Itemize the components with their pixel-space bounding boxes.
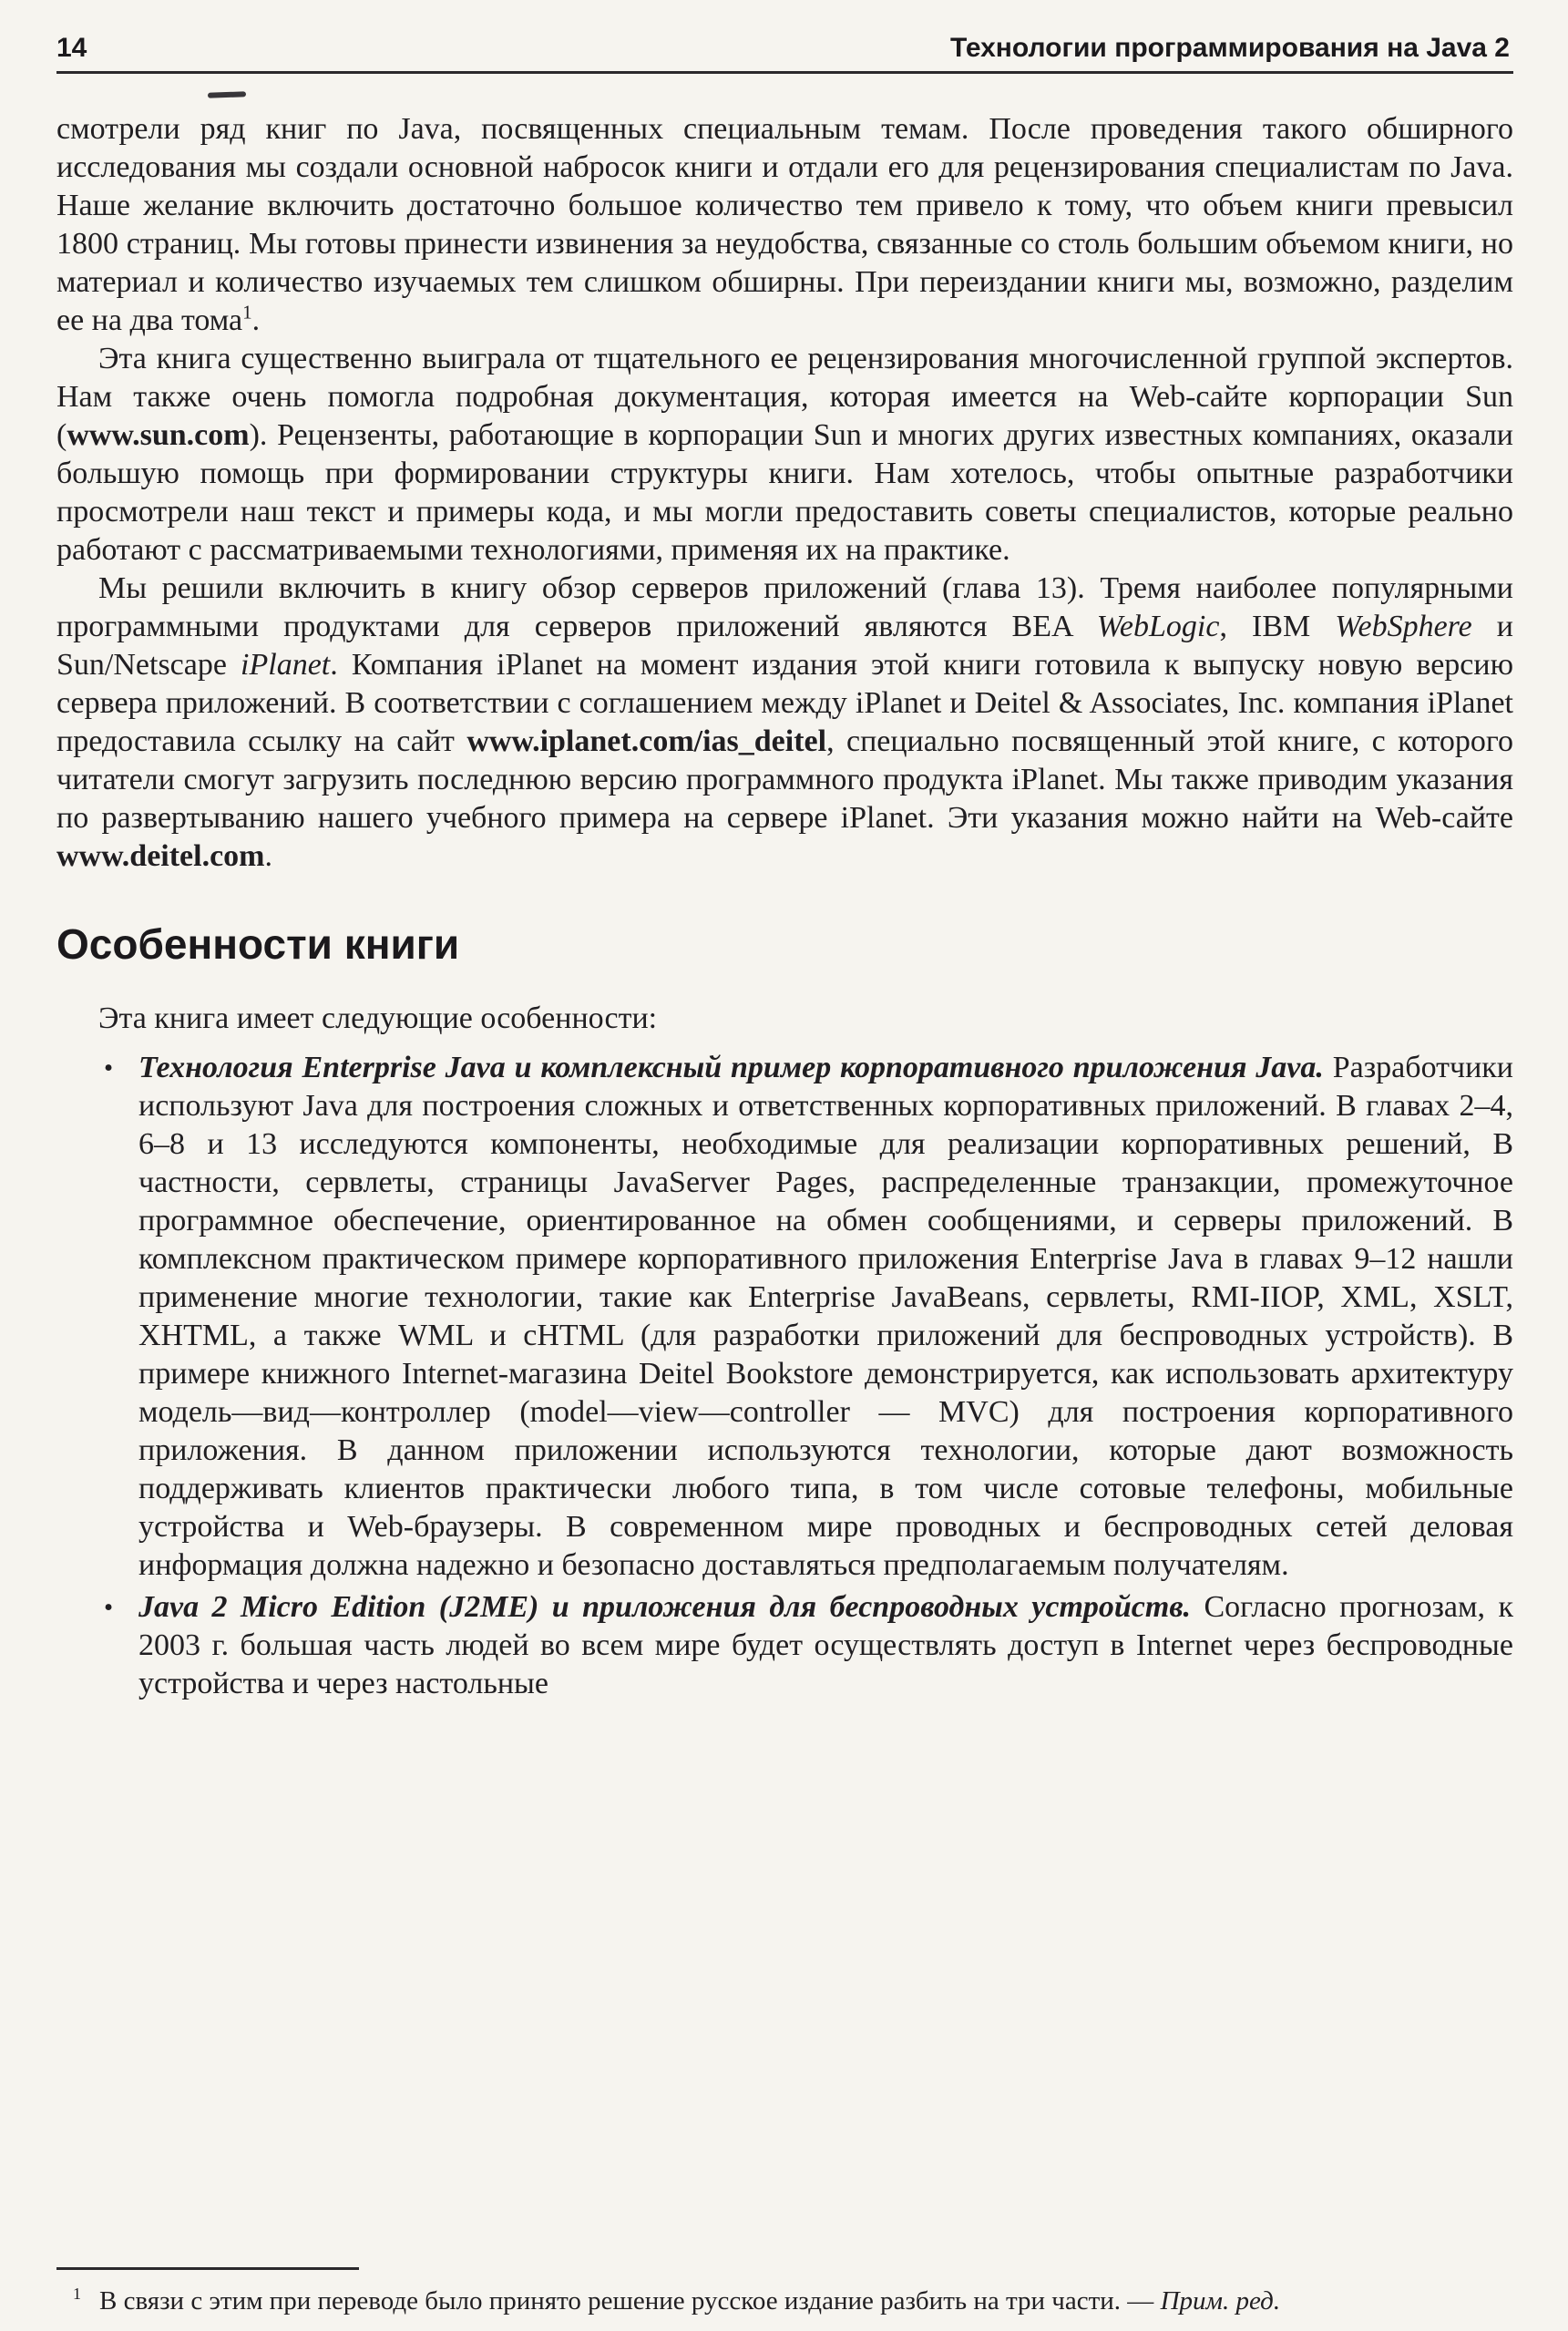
body-text — [56, 110, 1513, 1703]
page-number: 14 — [56, 33, 87, 63]
feature-list — [56, 1049, 1513, 1703]
running-title: Технологии программирования на Java 2 — [950, 33, 1510, 63]
paragraph: Эта книга существенно выиграла от тщательного ее рецензирования многочисленной группой экспертов. Нам также очень помогла подробная документация, которая имеется на Web-сайте корпорации Sun (www.sun.com). Рецензенты, работающие в корпорации Sun и многих других известных компаниях, оказали большую помощь при формировании структуры книги. Нам хотелось, чтобы опытные разработчики просмотрели наш текст и примеры кода, и мы могли предоставить советы специалистов, которые реально работают с рассматриваемыми технологиями, применяя их на практике. — [56, 342, 1513, 567]
list-item — [56, 1049, 1513, 1585]
paragraph: Мы решили включить в книгу обзор серверов приложений (глава 13). Тремя наиболее популярными программными продуктами для серверов приложений являются BEA WebLogic, IBM WebSphere и Sun/Netscape iPlanet. Компания iPlanet на момент издания этой книги готовила к выпуску новую версию сервера приложений. В соответствии с соглашением между iPlanet и Deitel & Associates, Inc. компания iPlanet предоставила ссылку на сайт www.iplanet.com/ias_deitel, специально посвященный этой книге, с которого читатели смогут загрузить последнюю версию программного продукта iPlanet. Мы также приводим указания по развертыванию нашего учебного примера на сервере iPlanet. Эти указания можно найти на Web-сайте www.deitel.com. — [56, 571, 1514, 873]
footnote-block — [56, 2267, 1513, 2318]
footnote-text: $^1$ В связи с этим при переводе было принято решение русское издание разбить на три части. — Прим. ред. — [73, 2285, 1281, 2316]
footnote-rule — [56, 2267, 359, 2270]
bullet-text: Java 2 Micro Edition (J2ME) и приложения для беспроводных устройств. Согласно прогнозам, к 2003 г. большая часть людей во всем мире будет осуществлять доступ в Internet через беспроводные устройства и через настольные — [138, 1590, 1513, 1700]
page-header — [56, 22, 1513, 71]
section-heading: Особенности книги — [56, 920, 460, 968]
bullet-icon: • — [104, 1053, 114, 1083]
paragraph: смотрели ряд книг по Java, посвященных специальным темам. После проведения такого обширного исследования мы создали основной набросок книги и отдали его для рецензирования специалистам по Java. Наше желание включить достаточно большое количество тем привело к тому, что объем книги превысил 1800 страниц. Мы готовы принести извинения за неудобства, связанные со столь большим объемом книги, но материал и количество изучаемых тем слишком обширны. При переиздании книги мы, возможно, разделим ее на два тома$^1$. — [56, 112, 1513, 337]
bullet-text: Технология Enterprise Java и комплексный пример корпоративного приложения Java. Разработчики используют Java для построения сложных и ответственных корпоративных приложений. В главах 2–4, 6–8 и 13 исследуются компоненты, необходимые для реализации корпоративных решений, В частности, сервлеты, страницы JavaServer Pages, распределенные транзакции, промежуточное программное обеспечение, ориентированное на обмен сообщениями, и серверы приложений. В комплексном практическом примере корпоративного приложения Enterprise Java в главах 9–12 нашли применение многие технологии, такие как Enterprise JavaBeans, сервлеты, RMI-IIOP, XML, XSLT, XHTML, а также WML и cHTML (для разработки приложений для беспроводных устройств). В примере книжного Internet-магазина Deitel Bookstore демонстрируется, как использовать архитектуру модель—вид—контроллер (model—view—controller — MVC) для построения корпоративного приложения. В данном приложении используются технологии, которые дают возможность поддерживать клиентов практически любого типа, в том числе сотовые телефоны, мобильные устройства и Web-браузеры. В современном мире проводных и беспроводных сетей деловая информация должна надежно и безопасно доставляться предполагаемым получателям. — [138, 1051, 1513, 1582]
section-intro: Эта книга имеет следующие особенности: — [98, 1001, 658, 1035]
scan-artifact-mark — [208, 91, 246, 98]
header-rule — [56, 71, 1513, 74]
bullet-icon: • — [104, 1593, 114, 1622]
list-item — [56, 1588, 1513, 1703]
